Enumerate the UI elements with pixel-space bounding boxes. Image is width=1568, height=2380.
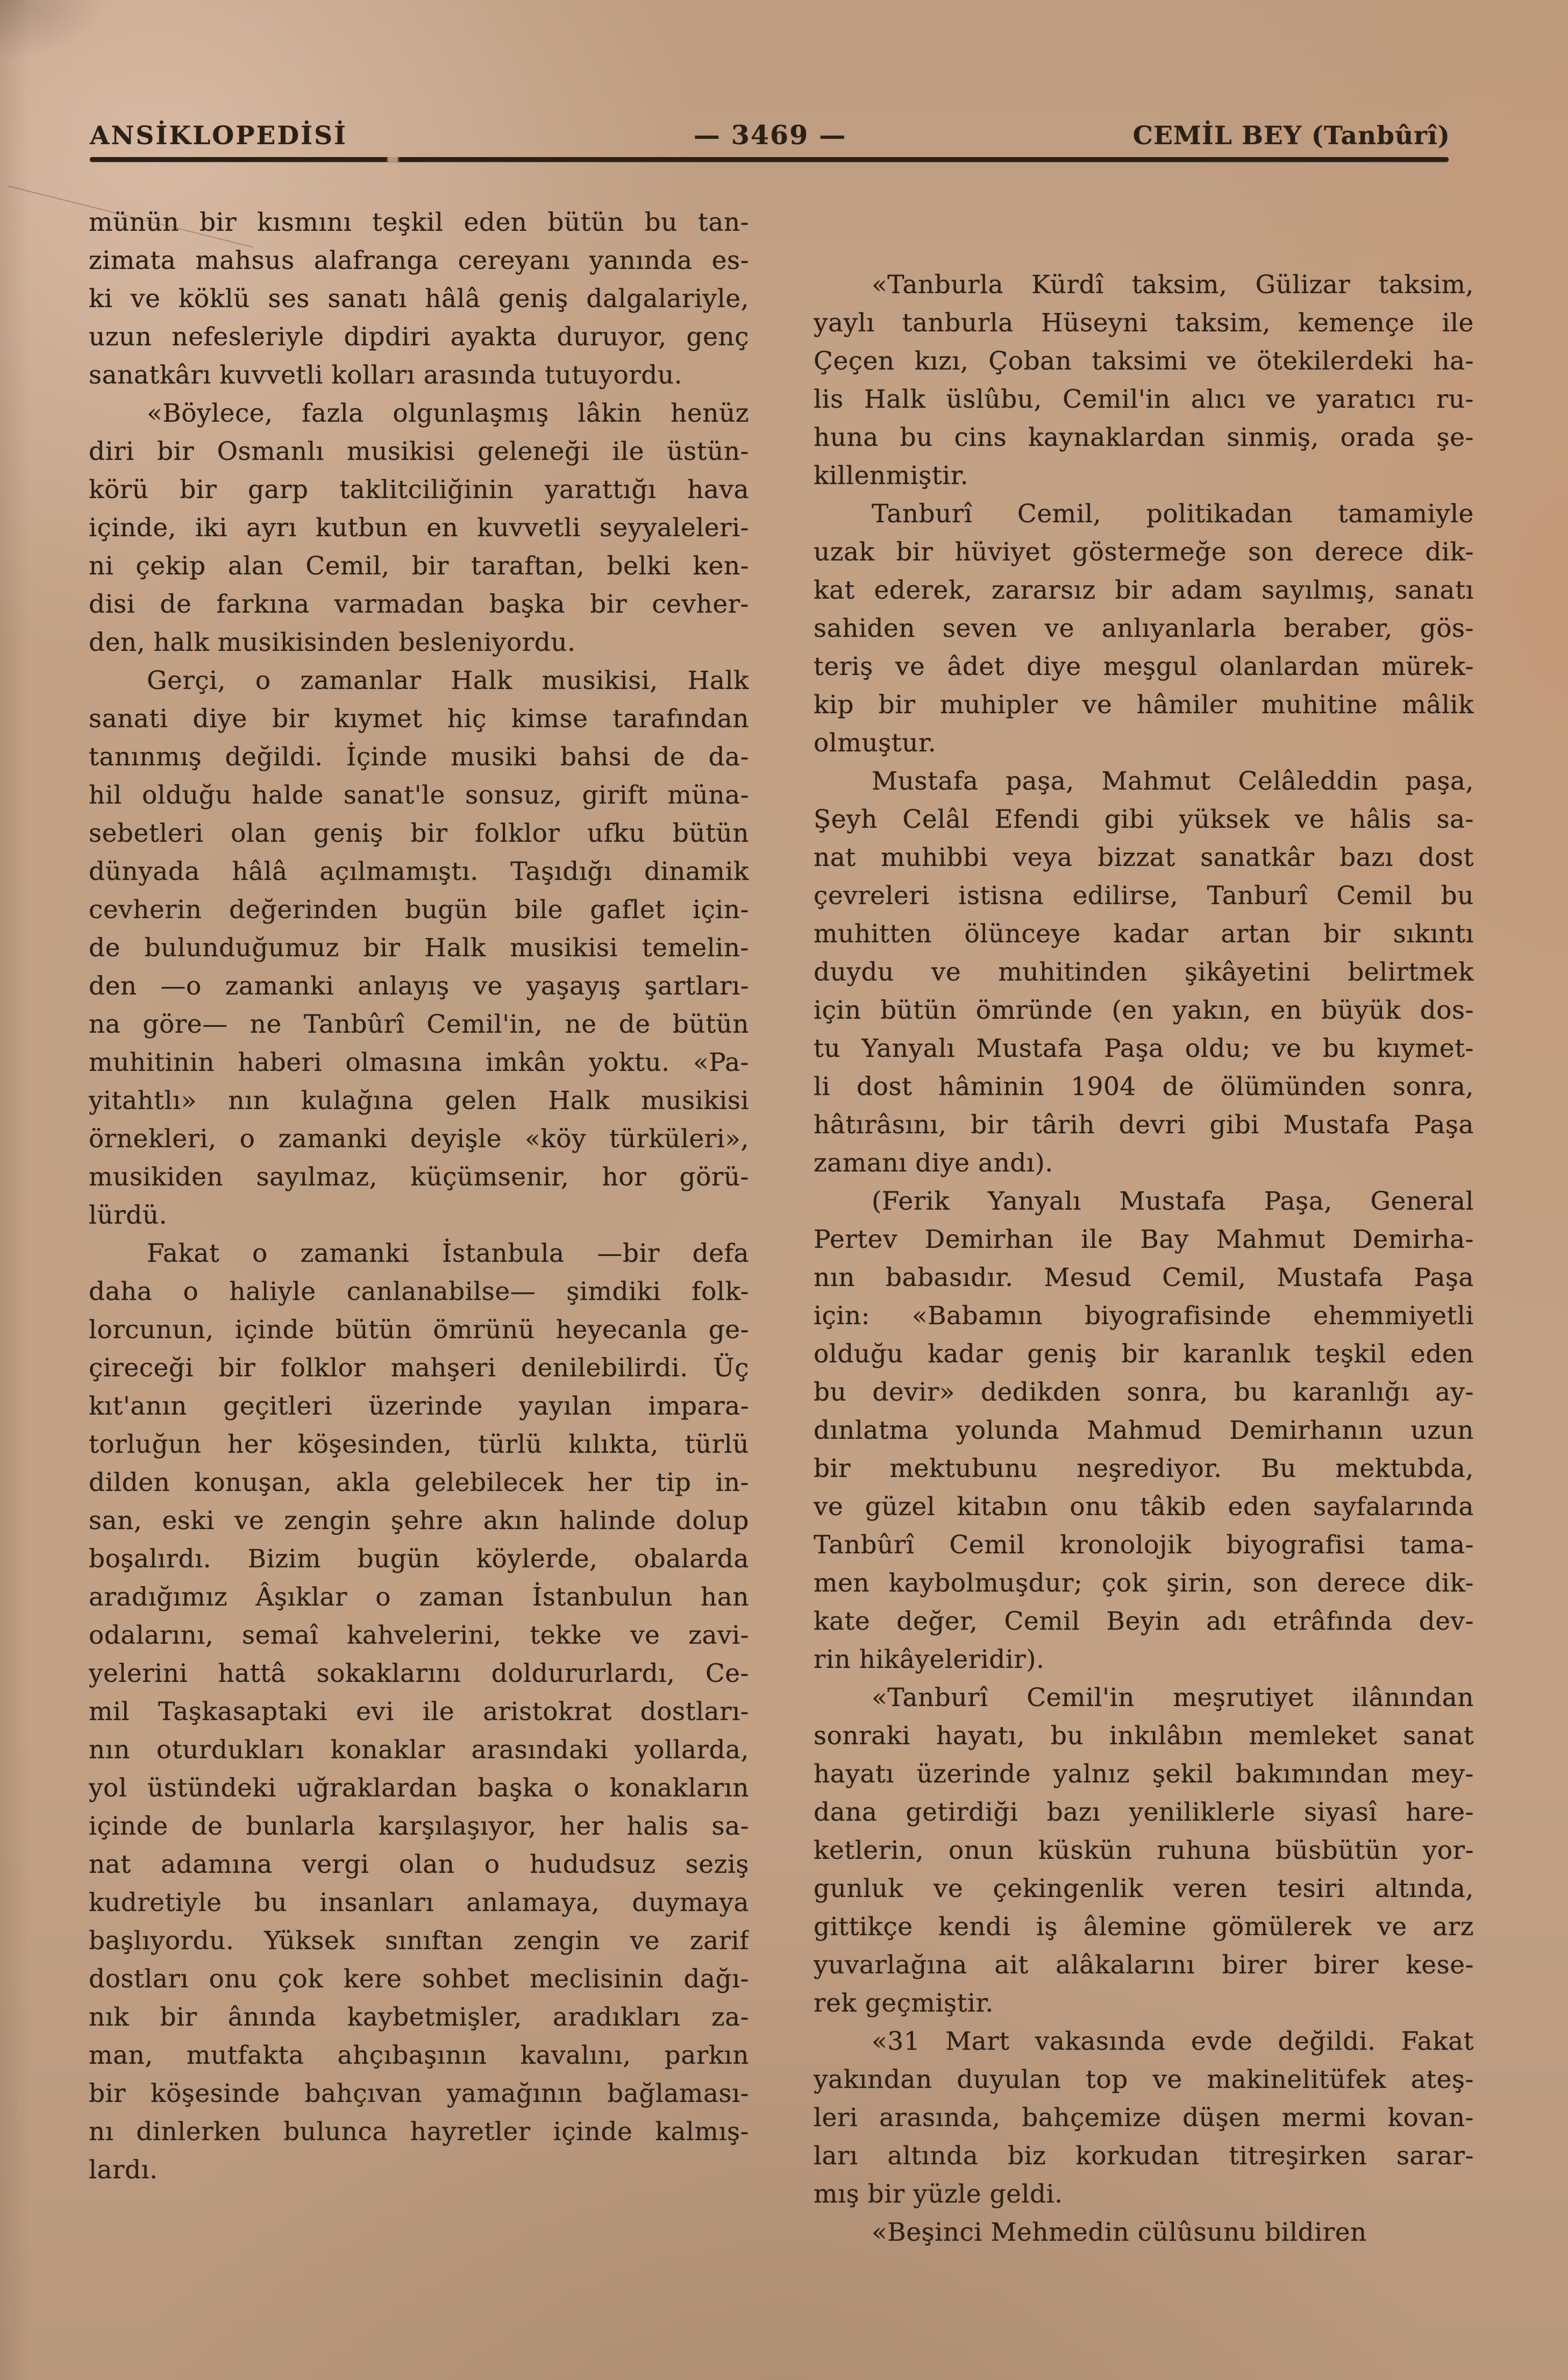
text-line: dilden konuşan, akla gelebilecek her tip in- bbox=[89, 1468, 749, 1497]
paragraph bbox=[814, 762, 1474, 1182]
text-line: Gerçi, o zamanlar Halk musikisi, Halk bbox=[147, 666, 749, 695]
text-line: na göre— ne Tanbûrî Cemil'in, ne de bütün bbox=[89, 1010, 749, 1039]
text-line: olmuştur. bbox=[814, 728, 937, 758]
text-line: körü bir garp taklitciliğinin yarattığı hava bbox=[89, 475, 749, 505]
text-line: ları altında biz korkudan titreşirken sarar- bbox=[814, 2141, 1474, 2171]
text-line: mış bir yüzle geldi. bbox=[814, 2179, 1063, 2209]
article-title: CEMİL BEY (Tanbûrî) bbox=[1132, 121, 1450, 151]
text-line: odalarını, semaî kahvelerini, tekke ve zavi- bbox=[89, 1621, 749, 1650]
text-line: teriş ve âdet diye meşgul olanlardan mürek- bbox=[814, 652, 1474, 681]
text-line: kat ederek, zararsız bir adam sayılmış, sanatı bbox=[814, 576, 1474, 605]
text-line: boşalırdı. Bizim bugün köylerde, obalarda bbox=[89, 1544, 749, 1574]
text-line: lardı. bbox=[89, 2155, 158, 2185]
text-line: ni çekip alan Cemil, bir taraftan, belki ken- bbox=[89, 551, 749, 581]
text-line: (Ferik Yanyalı Mustafa Paşa, General bbox=[872, 1187, 1474, 1216]
text-line: lis Halk üslûbu, Cemil'in alıcı ve yaratıcı ru- bbox=[814, 385, 1474, 414]
text-line: «Tanburî Cemil'in meşrutiyet ilânından bbox=[872, 1683, 1474, 1713]
right-column bbox=[814, 266, 1474, 2251]
paragraph bbox=[89, 203, 749, 394]
paragraph bbox=[814, 1182, 1474, 1679]
text-line: nık bir ânında kaybetmişler, aradıkları za- bbox=[89, 2002, 749, 2032]
text-line: «Tanburla Kürdî taksim, Gülizar taksim, bbox=[872, 270, 1474, 300]
text-line: sonraki hayatı, bu inkılâbın memleket sanat bbox=[814, 1721, 1474, 1751]
text-line: Pertev Demirhan ile Bay Mahmut Demirha- bbox=[814, 1225, 1474, 1254]
text-line: yakından duyulan top ve makinelitüfek ateş- bbox=[814, 2065, 1474, 2094]
text-line: zamanı diye andı). bbox=[814, 1148, 1053, 1178]
text-line: dostları onu çok kere sohbet meclisinin dağı- bbox=[89, 1964, 749, 1994]
text-line: de bulunduğumuz bir Halk musikisi temelin- bbox=[89, 933, 749, 963]
paragraph bbox=[814, 495, 1474, 762]
text-line: muhitten ölünceye kadar artan bir sıkıntı bbox=[814, 919, 1474, 949]
text-line: den —o zamanki anlayış ve yaşayış şartları- bbox=[89, 971, 749, 1001]
text-line: bir mektubunu neşrediyor. Bu mektubda, bbox=[814, 1454, 1474, 1483]
text-columns bbox=[89, 203, 1474, 2251]
text-line: man, mutfakta ahçıbaşının kavalını, parkın bbox=[89, 2041, 749, 2070]
text-line: çireceği bir folklor mahşeri denilebilirdi. Üç bbox=[89, 1353, 749, 1383]
text-line: yelerini hattâ sokaklarını doldururlardı, Ce- bbox=[89, 1659, 749, 1688]
text-line: torluğun her köşesinden, türlü kılıkta, türlü bbox=[89, 1430, 749, 1459]
text-line: sanati diye bir kıymet hiç kimse tarafından bbox=[89, 704, 749, 734]
text-line: hayatı üzerinde yalnız şekil bakımından mey- bbox=[814, 1759, 1474, 1789]
text-line: «31 Mart vakasında evde değildi. Fakat bbox=[872, 2027, 1474, 2056]
paragraph bbox=[814, 2022, 1474, 2213]
text-line: içinde, iki ayrı kutbun en kuvvetli seyyaleleri- bbox=[89, 513, 749, 543]
page-header bbox=[90, 117, 1450, 151]
paper-edge-shadow bbox=[0, 0, 30, 2380]
text-line: ketlerin, onun küskün ruhuna büsbütün yor- bbox=[814, 1836, 1474, 1865]
text-line: mil Taşkasaptaki evi ile aristokrat dostları- bbox=[89, 1697, 749, 1727]
text-line: yuvarlağına ait alâkalarını birer birer kese- bbox=[814, 1950, 1474, 1980]
text-line: nat muhibbi veya bizzat sanatkâr bazı dost bbox=[814, 843, 1474, 872]
text-line: Tanburî Cemil, politikadan tamamiyle bbox=[872, 499, 1474, 529]
text-line: kudretiyle bu insanları anlamaya, duymaya bbox=[89, 1888, 749, 1917]
text-line: Mustafa paşa, Mahmut Celâleddin paşa, bbox=[872, 766, 1474, 796]
text-line: kıt'anın geçitleri üzerinde yayılan impara- bbox=[89, 1391, 749, 1421]
text-line: Fakat o zamanki İstanbula —bir defa bbox=[147, 1239, 749, 1268]
text-line: muhitinin haberi olmasına imkân yoktu. «Pa- bbox=[89, 1048, 749, 1077]
text-line: nın babasıdır. Mesud Cemil, Mustafa Paşa bbox=[814, 1263, 1474, 1292]
left-column bbox=[89, 203, 749, 2251]
page-number: — 3469 — bbox=[693, 119, 847, 151]
header-rule bbox=[90, 157, 1449, 162]
text-line: san, eski ve zengin şehre akın halinde dolup bbox=[89, 1506, 749, 1536]
text-line: tanınmış değildi. İçinde musiki bahsi de da- bbox=[89, 742, 749, 772]
text-line: yaylı tanburla Hüseyni taksim, kemençe ile bbox=[814, 308, 1474, 338]
paragraph bbox=[814, 1679, 1474, 2022]
paragraph bbox=[89, 1234, 749, 2189]
text-line: dınlatma yolunda Mahmud Demirhanın uzun bbox=[814, 1416, 1474, 1445]
text-line: hil olduğu halde sanat'le sonsuz, girift müna- bbox=[89, 780, 749, 810]
text-line: bir köşesinde bahçıvan yamağının bağlaması- bbox=[89, 2079, 749, 2108]
text-line: daha o haliyle canlanabilse— şimdiki folk- bbox=[89, 1277, 749, 1306]
text-line: çevreleri istisna edilirse, Tanburî Cemil bu bbox=[814, 881, 1474, 911]
text-line: ki ve köklü ses sanatı hâlâ geniş dalgalariyle, bbox=[89, 284, 749, 314]
text-line: dana getirdiği bazı yeniliklerle siyasî hare- bbox=[814, 1798, 1474, 1827]
text-line: musikiden sayılmaz, küçümsenir, hor görü- bbox=[89, 1162, 749, 1192]
paragraph bbox=[814, 266, 1474, 495]
text-line: huna bu cins kaynaklardan sinmiş, orada şe- bbox=[814, 423, 1474, 452]
text-line: den, halk musikisinden besleniyordu. bbox=[89, 628, 576, 657]
text-line: nı dinlerken bulunca hayretler içinde kalmış- bbox=[89, 2117, 749, 2147]
text-line: uzun nefesleriyle dipdiri ayakta duruyor, genç bbox=[89, 322, 749, 352]
text-line: nat adamına vergi olan o hududsuz seziş bbox=[89, 1850, 749, 1879]
text-line: diri bir Osmanlı musikisi geleneği ile üstün- bbox=[89, 437, 749, 466]
text-line: «Böylece, fazla olgunlaşmış lâkin henüz bbox=[147, 399, 749, 428]
text-line: gittikçe kendi iş âlemine gömülerek ve arz bbox=[814, 1912, 1474, 1942]
text-line: disi de farkına varmadan başka bir cevher- bbox=[89, 589, 749, 619]
text-line: leri arasında, bahçemize düşen mermi kovan- bbox=[814, 2103, 1474, 2133]
text-line: içinde de bunlarla karşılaşıyor, her halis sa- bbox=[89, 1811, 749, 1841]
text-line: lürdü. bbox=[89, 1200, 168, 1230]
text-line: li dost hâminin 1904 de ölümünden sonra, bbox=[814, 1072, 1474, 1102]
text-line: olduğu kadar geniş bir karanlık teşkil eden bbox=[814, 1339, 1474, 1369]
text-line: rin hikâyeleridir). bbox=[814, 1645, 1045, 1674]
text-line: Tanbûrî Cemil kronolojik biyografisi tama- bbox=[814, 1530, 1474, 1560]
text-line: sebetleri olan geniş bir folklor ufku bütün bbox=[89, 819, 749, 848]
text-line: «Beşinci Mehmedin cülûsunu bildiren bbox=[872, 2218, 1367, 2247]
text-line: lorcunun, içinde bütün ömrünü heyecanla ge- bbox=[89, 1315, 749, 1345]
text-line: duydu ve muhitinden şikâyetini belirtmek bbox=[814, 957, 1474, 987]
text-line: rek geçmiştir. bbox=[814, 1988, 994, 2018]
text-line: uzak bir hüviyet göstermeğe son derece dik- bbox=[814, 537, 1474, 567]
text-line: ve güzel kitabın onu tâkib eden sayfalarında bbox=[814, 1492, 1474, 1522]
text-line: sahiden seven ve anlıyanlarla beraber, gös- bbox=[814, 614, 1474, 643]
text-line: kip bir muhipler ve hâmiler muhitine mâlik bbox=[814, 690, 1474, 720]
paragraph bbox=[89, 662, 749, 1234]
text-line: nın oturdukları konaklar arasındaki yollarda, bbox=[89, 1735, 749, 1765]
text-line: dünyada hâlâ açılmamıştı. Taşıdığı dinamik bbox=[89, 857, 749, 886]
text-line: killenmiştir. bbox=[814, 461, 969, 491]
text-line: münün bir kısmını teşkil eden bütün bu tan- bbox=[89, 208, 749, 237]
text-line: gunluk ve çekingenlik veren tesiri altında, bbox=[814, 1874, 1474, 1903]
text-line: yol üstündeki uğraklardan başka o konakların bbox=[89, 1773, 749, 1803]
text-line: tu Yanyalı Mustafa Paşa oldu; ve bu kıymet- bbox=[814, 1034, 1474, 1063]
text-line: örnekleri, o zamanki deyişle «köy türküleri», bbox=[89, 1124, 749, 1154]
text-line: Çeçen kızı, Çoban taksimi ve ötekilerdeki ha- bbox=[814, 346, 1474, 376]
text-line: yitahtlı» nın kulağına gelen Halk musikisi bbox=[89, 1086, 749, 1116]
paragraph bbox=[814, 2213, 1474, 2251]
text-line: aradığımız Âşıklar o zaman İstanbulun han bbox=[89, 1582, 749, 1612]
text-line: men kaybolmuşdur; çok şirin, son derece dik- bbox=[814, 1568, 1474, 1598]
text-line: başlıyordu. Yüksek sınıftan zengin ve zarif bbox=[89, 1926, 749, 1956]
text-line: hâtırâsını, bir târih devri gibi Mustafa Paşa bbox=[814, 1110, 1474, 1140]
text-line: sanatkârı kuvvetli kolları arasında tutuyordu. bbox=[89, 360, 683, 390]
text-line: cevherin değerinden bugün bile gaflet için- bbox=[89, 895, 749, 925]
text-line: bu devir» dedikden sonra, bu karanlığı ay- bbox=[814, 1377, 1474, 1407]
text-line: için bütün ömründe (en yakın, en büyük dos- bbox=[814, 996, 1474, 1025]
encyclopedia-title: ANSİKLOPEDİSİ bbox=[90, 121, 348, 151]
text-line: zimata mahsus alafranga cereyanı yanında es- bbox=[89, 246, 749, 275]
paragraph bbox=[89, 394, 749, 662]
text-line: kate değer, Cemil Beyin adı etrâfında dev- bbox=[814, 1607, 1474, 1636]
text-line: Şeyh Celâl Efendi gibi yüksek ve hâlis sa- bbox=[814, 805, 1474, 834]
text-line: için: «Babamın biyografisinde ehemmiyetli bbox=[814, 1301, 1474, 1331]
